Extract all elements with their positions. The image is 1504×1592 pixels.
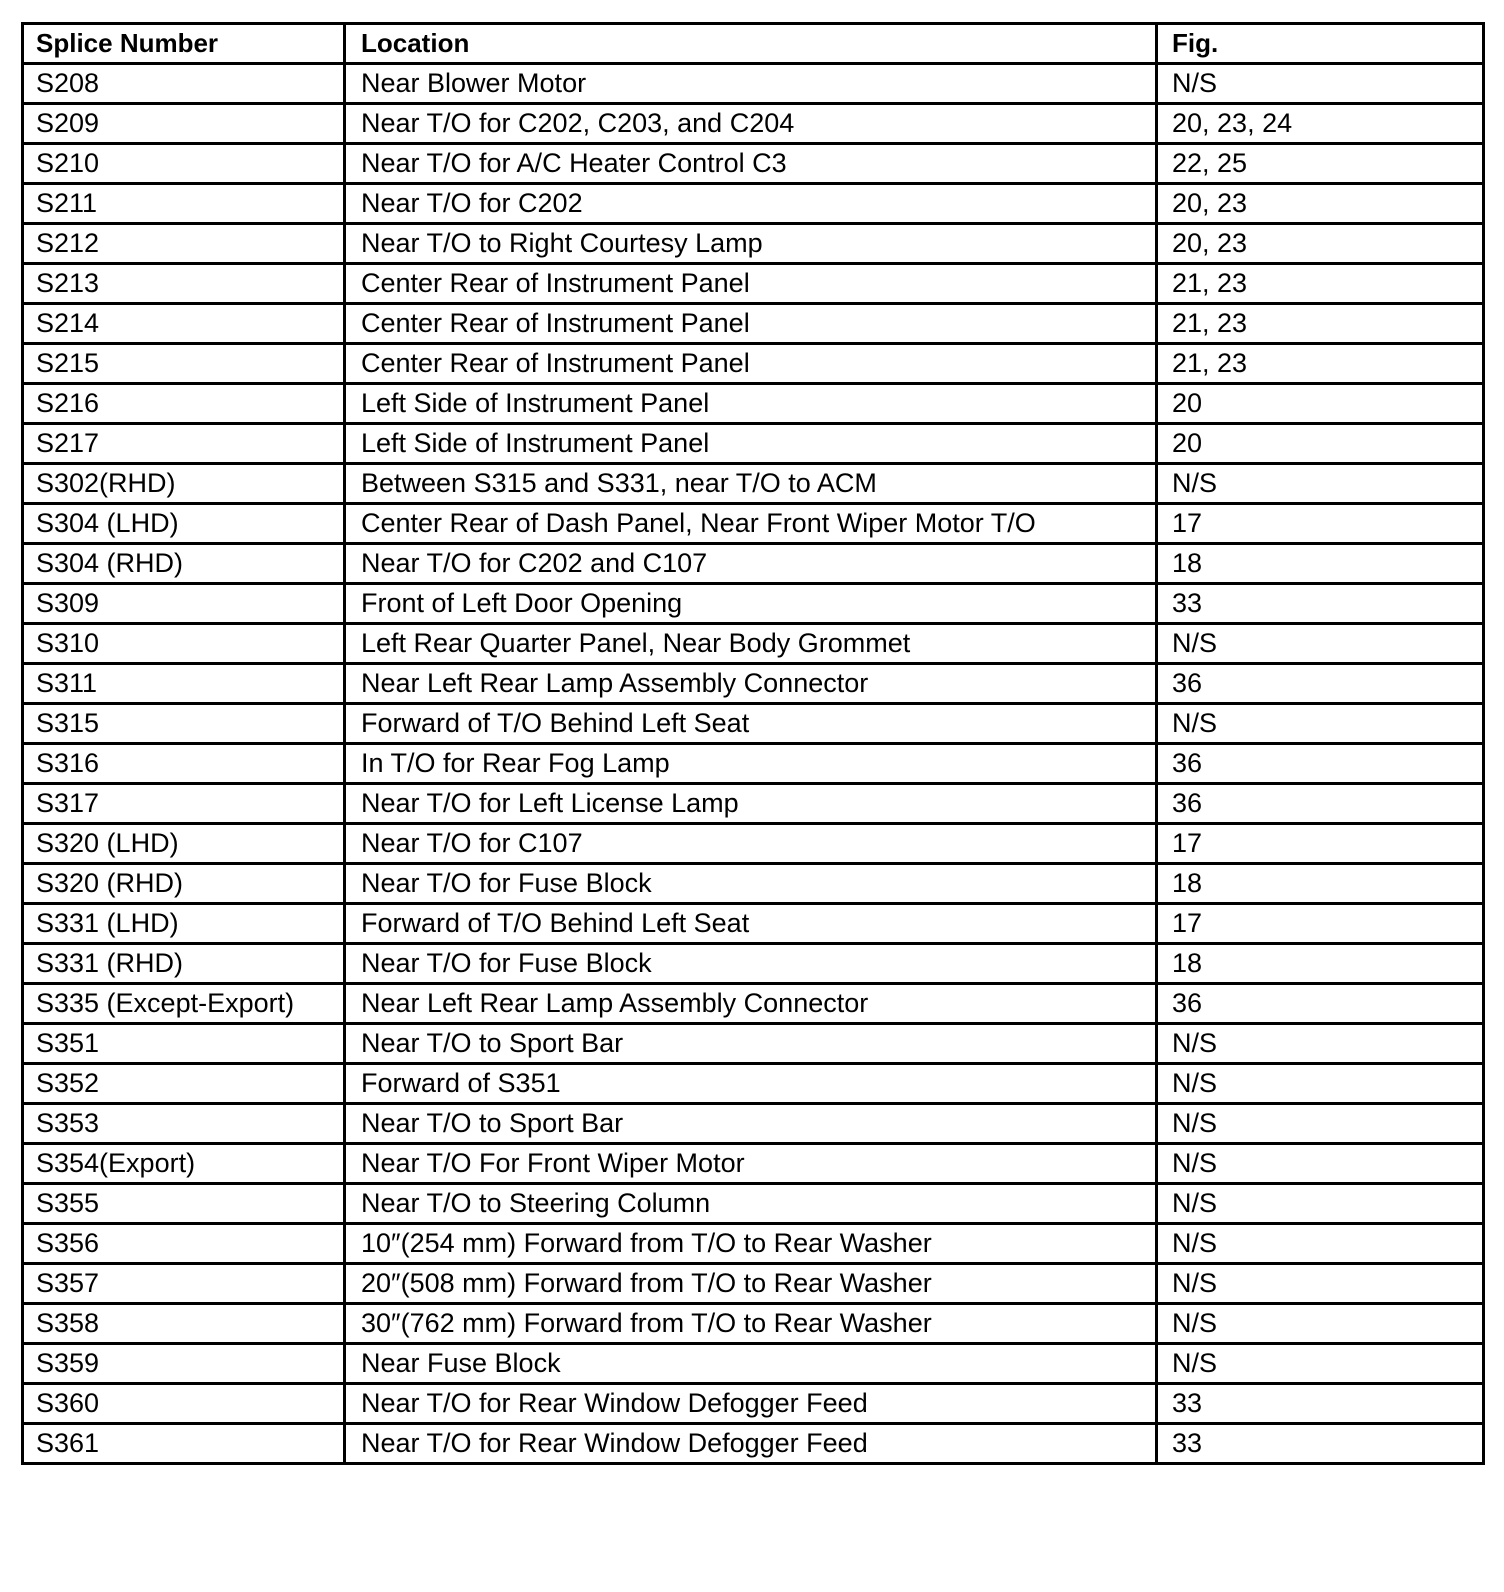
cell-fig: N/S bbox=[1157, 1224, 1484, 1264]
table-row bbox=[23, 224, 1484, 264]
table-row bbox=[23, 1304, 1484, 1344]
cell-fig: N/S bbox=[1157, 1264, 1484, 1304]
cell-location: Near T/O for Left License Lamp bbox=[345, 784, 1157, 824]
cell-fig: 20, 23, 24 bbox=[1157, 104, 1484, 144]
cell-fig: N/S bbox=[1157, 1144, 1484, 1184]
cell-splice-number: S215 bbox=[23, 344, 345, 384]
table-row bbox=[23, 624, 1484, 664]
cell-splice-number: S357 bbox=[23, 1264, 345, 1304]
cell-location: Front of Left Door Opening bbox=[345, 584, 1157, 624]
cell-location: Near T/O for Fuse Block bbox=[345, 944, 1157, 984]
table-row bbox=[23, 504, 1484, 544]
cell-splice-number: S360 bbox=[23, 1384, 345, 1424]
cell-location: 30″(762 mm) Forward from T/O to Rear Washer bbox=[345, 1304, 1157, 1344]
table-row bbox=[23, 544, 1484, 584]
table-row bbox=[23, 744, 1484, 784]
cell-fig: 20 bbox=[1157, 424, 1484, 464]
cell-location: Near T/O for C107 bbox=[345, 824, 1157, 864]
cell-fig: N/S bbox=[1157, 1184, 1484, 1224]
cell-location: Near T/O for Rear Window Defogger Feed bbox=[345, 1384, 1157, 1424]
table-header-row bbox=[23, 24, 1484, 64]
table-row bbox=[23, 944, 1484, 984]
table-row bbox=[23, 104, 1484, 144]
cell-fig: 21, 23 bbox=[1157, 304, 1484, 344]
cell-splice-number: S304 (LHD) bbox=[23, 504, 345, 544]
cell-location: Near T/O for Rear Window Defogger Feed bbox=[345, 1424, 1157, 1464]
cell-fig: 22, 25 bbox=[1157, 144, 1484, 184]
cell-fig: N/S bbox=[1157, 1304, 1484, 1344]
cell-splice-number: S331 (LHD) bbox=[23, 904, 345, 944]
table-row bbox=[23, 824, 1484, 864]
table-row bbox=[23, 344, 1484, 384]
cell-fig: 17 bbox=[1157, 504, 1484, 544]
table-row bbox=[23, 984, 1484, 1024]
cell-location: Left Side of Instrument Panel bbox=[345, 424, 1157, 464]
cell-fig: 17 bbox=[1157, 904, 1484, 944]
cell-splice-number: S302(RHD) bbox=[23, 464, 345, 504]
cell-fig: 21, 23 bbox=[1157, 344, 1484, 384]
cell-location: Near T/O for C202 bbox=[345, 184, 1157, 224]
cell-location: Near Fuse Block bbox=[345, 1344, 1157, 1384]
table-row bbox=[23, 904, 1484, 944]
table-row bbox=[23, 1384, 1484, 1424]
table-row bbox=[23, 664, 1484, 704]
cell-location: Near T/O to Right Courtesy Lamp bbox=[345, 224, 1157, 264]
cell-location: Near T/O for C202 and C107 bbox=[345, 544, 1157, 584]
cell-splice-number: S320 (RHD) bbox=[23, 864, 345, 904]
cell-fig: 33 bbox=[1157, 584, 1484, 624]
cell-splice-number: S209 bbox=[23, 104, 345, 144]
cell-fig: N/S bbox=[1157, 64, 1484, 104]
cell-fig: 18 bbox=[1157, 544, 1484, 584]
table-row bbox=[23, 1424, 1484, 1464]
table-row bbox=[23, 1264, 1484, 1304]
cell-splice-number: S315 bbox=[23, 704, 345, 744]
cell-splice-number: S358 bbox=[23, 1304, 345, 1344]
cell-location: Near T/O for Fuse Block bbox=[345, 864, 1157, 904]
cell-location: Near T/O For Front Wiper Motor bbox=[345, 1144, 1157, 1184]
cell-location: Center Rear of Instrument Panel bbox=[345, 344, 1157, 384]
cell-fig: N/S bbox=[1157, 1344, 1484, 1384]
table-row bbox=[23, 384, 1484, 424]
cell-location: Center Rear of Instrument Panel bbox=[345, 264, 1157, 304]
cell-location: Near T/O for C202, C203, and C204 bbox=[345, 104, 1157, 144]
table-row bbox=[23, 784, 1484, 824]
cell-fig: N/S bbox=[1157, 464, 1484, 504]
cell-location: Near T/O to Steering Column bbox=[345, 1184, 1157, 1224]
cell-splice-number: S217 bbox=[23, 424, 345, 464]
cell-fig: 33 bbox=[1157, 1424, 1484, 1464]
table-row bbox=[23, 1024, 1484, 1064]
table-row bbox=[23, 1104, 1484, 1144]
cell-fig: N/S bbox=[1157, 1104, 1484, 1144]
cell-location: Between S315 and S331, near T/O to ACM bbox=[345, 464, 1157, 504]
cell-splice-number: S352 bbox=[23, 1064, 345, 1104]
cell-location: 10″(254 mm) Forward from T/O to Rear Washer bbox=[345, 1224, 1157, 1264]
cell-splice-number: S310 bbox=[23, 624, 345, 664]
table-row bbox=[23, 64, 1484, 104]
table-row bbox=[23, 264, 1484, 304]
cell-fig: 36 bbox=[1157, 784, 1484, 824]
cell-fig: 20, 23 bbox=[1157, 224, 1484, 264]
table-row bbox=[23, 424, 1484, 464]
cell-fig: 18 bbox=[1157, 944, 1484, 984]
cell-splice-number: S361 bbox=[23, 1424, 345, 1464]
cell-location: Left Side of Instrument Panel bbox=[345, 384, 1157, 424]
table-row bbox=[23, 584, 1484, 624]
cell-fig: N/S bbox=[1157, 624, 1484, 664]
table-row bbox=[23, 1064, 1484, 1104]
table-row bbox=[23, 184, 1484, 224]
table-row bbox=[23, 1224, 1484, 1264]
cell-location: In T/O for Rear Fog Lamp bbox=[345, 744, 1157, 784]
table-row bbox=[23, 864, 1484, 904]
cell-splice-number: S317 bbox=[23, 784, 345, 824]
cell-location: Forward of T/O Behind Left Seat bbox=[345, 704, 1157, 744]
cell-fig: 17 bbox=[1157, 824, 1484, 864]
cell-splice-number: S211 bbox=[23, 184, 345, 224]
cell-location: 20″(508 mm) Forward from T/O to Rear Washer bbox=[345, 1264, 1157, 1304]
cell-location: Near T/O to Sport Bar bbox=[345, 1104, 1157, 1144]
cell-location: Near Left Rear Lamp Assembly Connector bbox=[345, 984, 1157, 1024]
table-row bbox=[23, 1184, 1484, 1224]
header-splice-number: Splice Number bbox=[23, 24, 345, 64]
table-row bbox=[23, 704, 1484, 744]
cell-splice-number: S309 bbox=[23, 584, 345, 624]
header-fig: Fig. bbox=[1157, 24, 1484, 64]
cell-splice-number: S304 (RHD) bbox=[23, 544, 345, 584]
cell-location: Forward of T/O Behind Left Seat bbox=[345, 904, 1157, 944]
cell-splice-number: S316 bbox=[23, 744, 345, 784]
header-location: Location bbox=[345, 24, 1157, 64]
table-row bbox=[23, 464, 1484, 504]
splice-location-table bbox=[21, 22, 1485, 1465]
cell-location: Near Blower Motor bbox=[345, 64, 1157, 104]
cell-fig: 36 bbox=[1157, 744, 1484, 784]
cell-splice-number: S351 bbox=[23, 1024, 345, 1064]
table-row bbox=[23, 304, 1484, 344]
cell-fig: N/S bbox=[1157, 704, 1484, 744]
cell-location: Center Rear of Instrument Panel bbox=[345, 304, 1157, 344]
cell-location: Forward of S351 bbox=[345, 1064, 1157, 1104]
cell-splice-number: S359 bbox=[23, 1344, 345, 1384]
cell-splice-number: S335 (Except-Export) bbox=[23, 984, 345, 1024]
cell-splice-number: S354(Export) bbox=[23, 1144, 345, 1184]
cell-splice-number: S210 bbox=[23, 144, 345, 184]
cell-fig: 36 bbox=[1157, 984, 1484, 1024]
cell-splice-number: S355 bbox=[23, 1184, 345, 1224]
cell-fig: 18 bbox=[1157, 864, 1484, 904]
table-row bbox=[23, 144, 1484, 184]
table-row bbox=[23, 1344, 1484, 1384]
cell-fig: 36 bbox=[1157, 664, 1484, 704]
cell-location: Near Left Rear Lamp Assembly Connector bbox=[345, 664, 1157, 704]
cell-splice-number: S212 bbox=[23, 224, 345, 264]
cell-splice-number: S216 bbox=[23, 384, 345, 424]
cell-location: Near T/O to Sport Bar bbox=[345, 1024, 1157, 1064]
table-row bbox=[23, 1144, 1484, 1184]
cell-splice-number: S353 bbox=[23, 1104, 345, 1144]
cell-splice-number: S213 bbox=[23, 264, 345, 304]
cell-fig: 20, 23 bbox=[1157, 184, 1484, 224]
cell-splice-number: S208 bbox=[23, 64, 345, 104]
cell-location: Near T/O for A/C Heater Control C3 bbox=[345, 144, 1157, 184]
cell-fig: N/S bbox=[1157, 1024, 1484, 1064]
cell-splice-number: S214 bbox=[23, 304, 345, 344]
table-body bbox=[23, 64, 1484, 1464]
cell-fig: 33 bbox=[1157, 1384, 1484, 1424]
cell-location: Left Rear Quarter Panel, Near Body Grommet bbox=[345, 624, 1157, 664]
cell-splice-number: S356 bbox=[23, 1224, 345, 1264]
cell-splice-number: S320 (LHD) bbox=[23, 824, 345, 864]
cell-location: Center Rear of Dash Panel, Near Front Wiper Motor T/O bbox=[345, 504, 1157, 544]
cell-splice-number: S331 (RHD) bbox=[23, 944, 345, 984]
cell-fig: 21, 23 bbox=[1157, 264, 1484, 304]
cell-splice-number: S311 bbox=[23, 664, 345, 704]
cell-fig: 20 bbox=[1157, 384, 1484, 424]
cell-fig: N/S bbox=[1157, 1064, 1484, 1104]
